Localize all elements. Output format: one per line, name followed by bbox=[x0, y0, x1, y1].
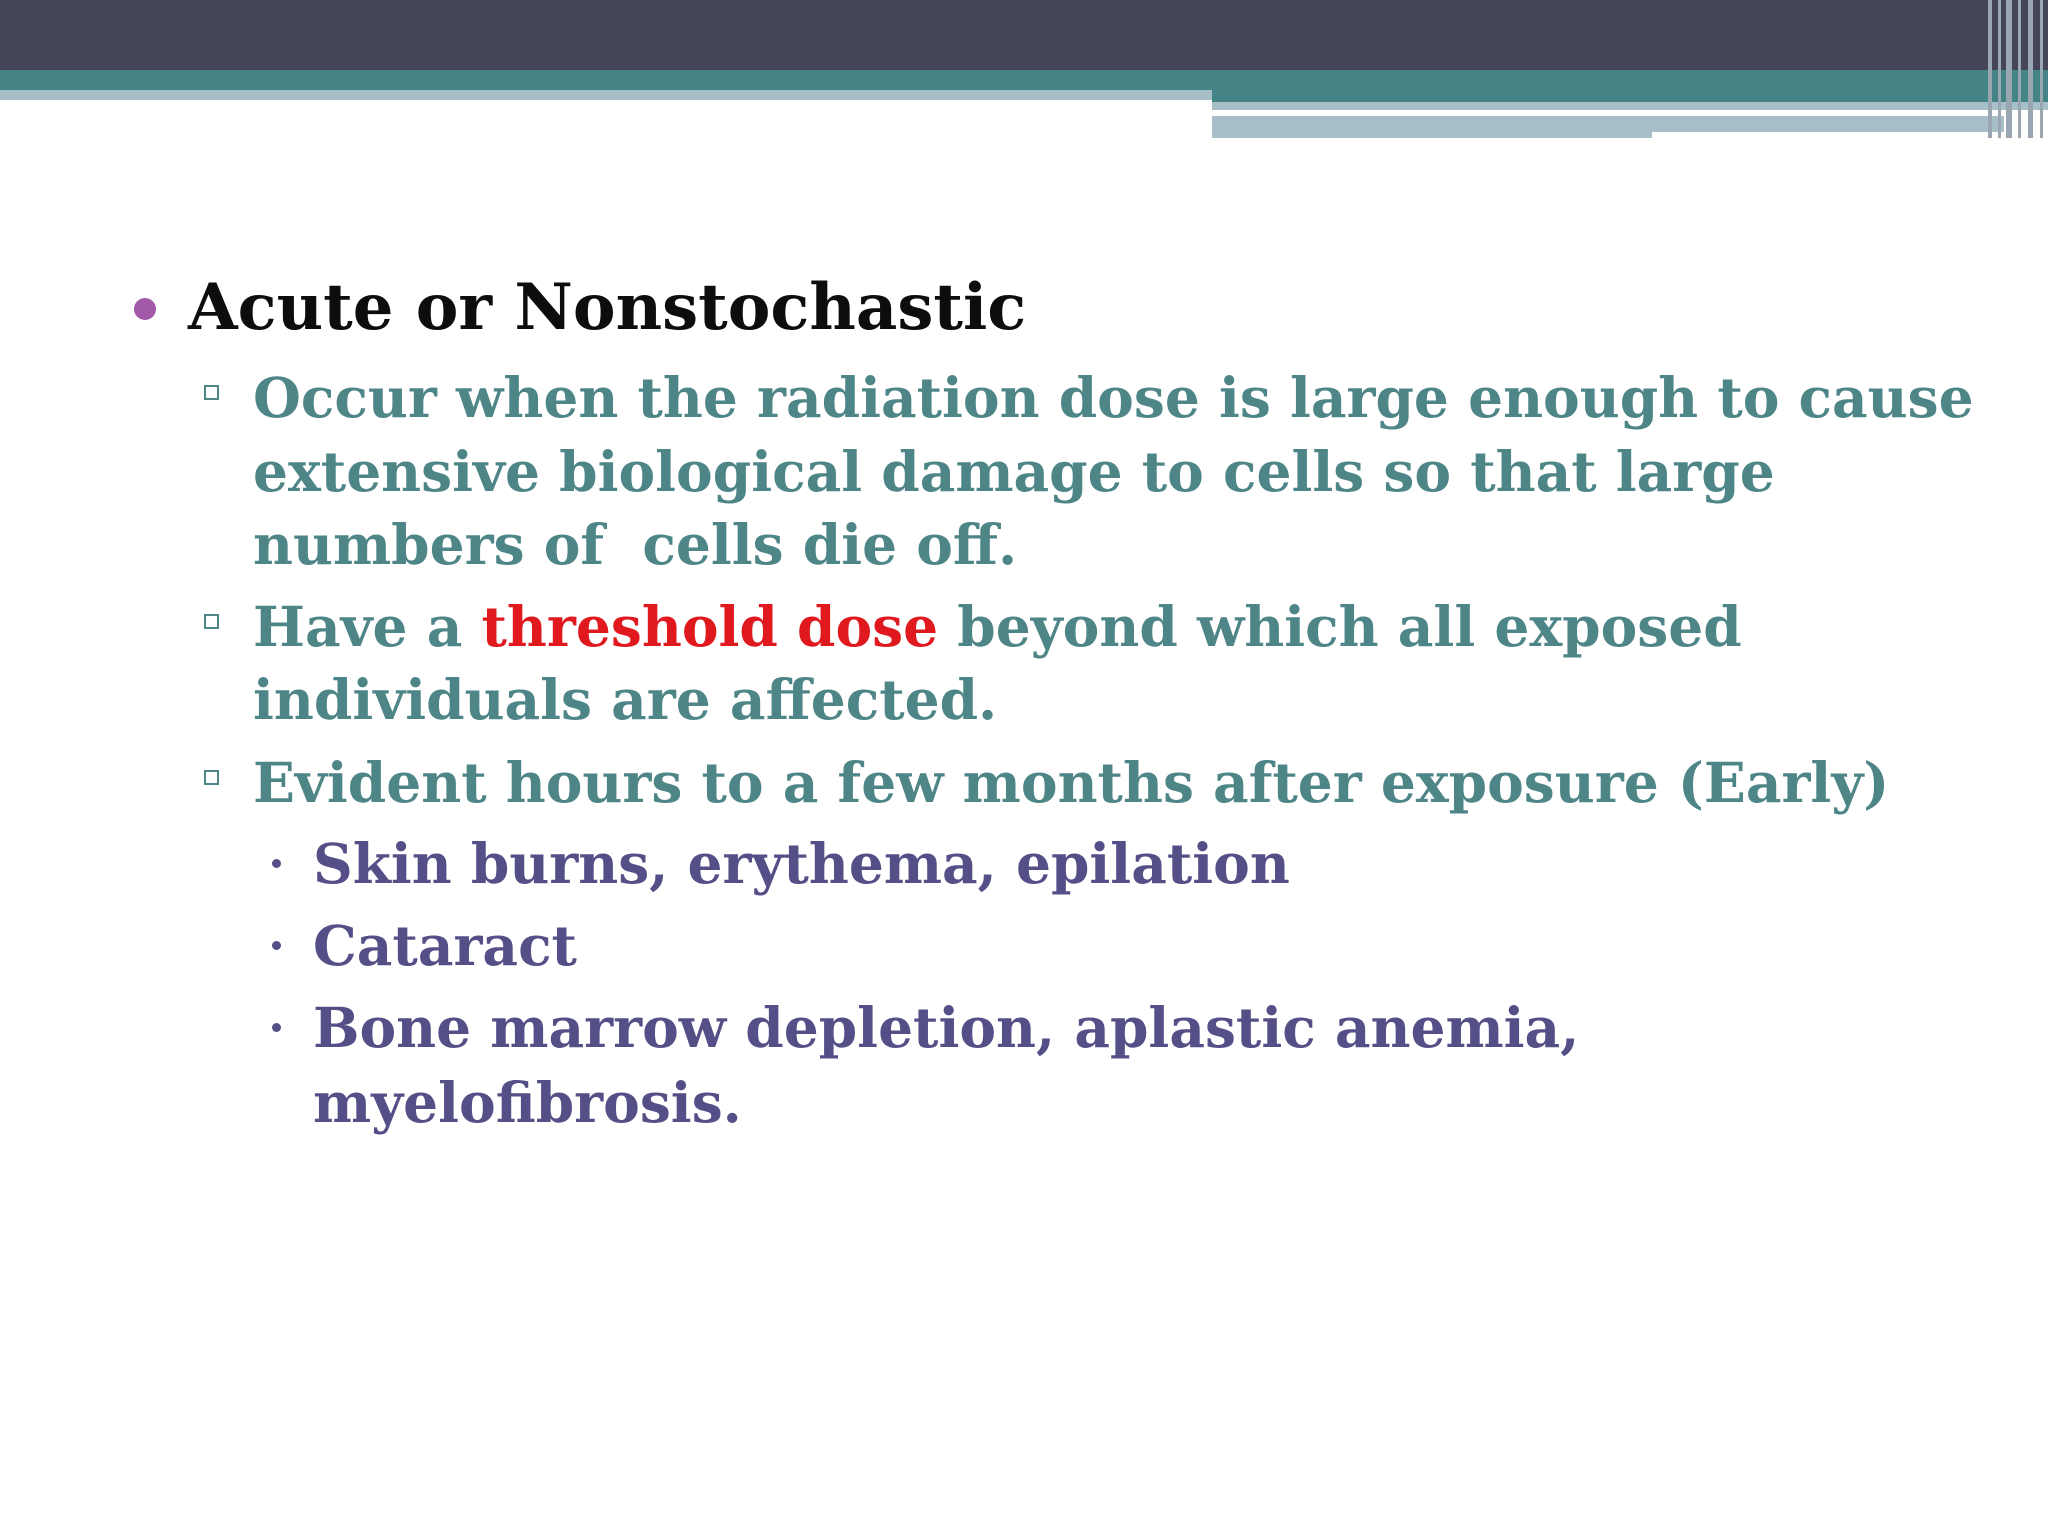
item-2-line-2: individuals are affected. bbox=[253, 667, 998, 732]
subitem-2-line: Cataract bbox=[313, 913, 577, 978]
subitem-1-line: Skin burns, erythema, epilation bbox=[313, 831, 1290, 896]
item-1-line-1: Occur when the radiation dose is large enough to cause bbox=[253, 365, 1974, 430]
item-2-text-before: Have a bbox=[253, 594, 482, 659]
item-2-text-after: beyond which all exposed bbox=[938, 594, 1742, 659]
square-bullet-icon bbox=[204, 614, 219, 629]
item-1-line-2: extensive biological damage to cells so that large bbox=[253, 439, 1775, 504]
dot-bullet-icon bbox=[272, 1023, 281, 1032]
threshold-dose-highlight: threshold dose bbox=[481, 594, 939, 659]
heading-bullet-icon bbox=[134, 298, 156, 320]
subitem-3-line-1: Bone marrow depletion, aplastic anemia, bbox=[313, 995, 1580, 1060]
item-1-line-3: numbers of cells die off. bbox=[253, 512, 1018, 577]
square-bullet-icon bbox=[204, 385, 219, 400]
square-bullet-icon bbox=[204, 770, 219, 785]
dot-bullet-icon bbox=[272, 859, 281, 868]
slide-heading: Acute or Nonstochastic bbox=[188, 270, 1027, 345]
subitem-3-line-2: myelofibrosis. bbox=[313, 1070, 742, 1135]
item-2-line-1 bbox=[253, 590, 1742, 664]
item-3-line: Evident hours to a few months after exposure (Early) bbox=[253, 750, 1890, 815]
dot-bullet-icon bbox=[272, 941, 281, 950]
